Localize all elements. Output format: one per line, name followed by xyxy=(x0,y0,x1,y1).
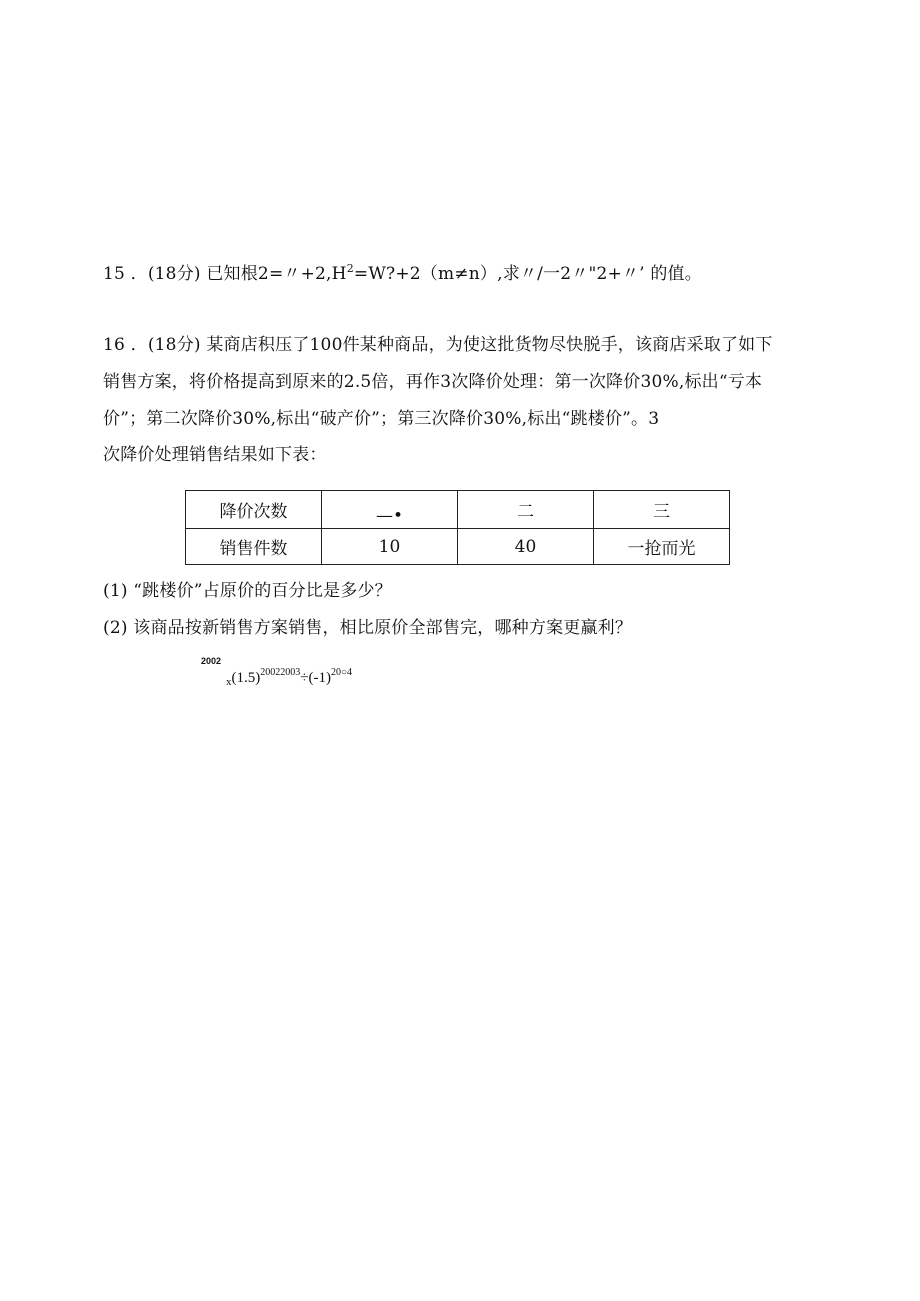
table-cell: 三 xyxy=(594,491,730,529)
table-cell: 销售件数 xyxy=(186,529,322,565)
question-15-text-b: =W?+2（m≠n）,求〃/一2〃"2+〃’ 的值。 xyxy=(353,264,702,284)
table-row xyxy=(186,491,730,529)
formula-top-label: 2002 xyxy=(201,656,222,666)
table-cell: 降价次数 xyxy=(186,491,322,529)
question-16-line-2: 销售方案，将价格提高到原来的2.5倍，再作3次降价处理：第一次降价30%,标出“亏本 xyxy=(103,372,763,392)
question-16-line-4: 次降价处理销售结果如下表： xyxy=(103,445,327,465)
formula-exponent-2: 20○4 xyxy=(330,667,353,678)
question-16-line-1: 16 ．(18分) 某商店积压了100件某种商品，为使这批货物尽快脱手，该商店采取了如下 xyxy=(103,335,773,355)
table-row xyxy=(186,529,730,565)
formula-base: (1.5) xyxy=(231,670,261,686)
sales-table xyxy=(185,490,730,565)
table-cell: 一抢而光 xyxy=(594,529,730,565)
sub-question-2: (2) 该商品按新销售方案销售，相比原价全部售完，哪种方案更赢利？ xyxy=(103,618,633,638)
formula-expression xyxy=(226,664,352,691)
sub-question-1: (1) “跳楼价”占原价的百分比是多少？ xyxy=(103,581,392,601)
table-cell: 二 xyxy=(458,491,594,529)
table-cell: 10 xyxy=(322,529,458,565)
formula-operator: ÷(-1) xyxy=(300,670,331,686)
formula-exponent-1: 20022003 xyxy=(260,667,301,678)
question-15 xyxy=(103,258,702,285)
question-15-superscript: 2 xyxy=(346,262,354,275)
formula-x: x xyxy=(226,676,232,688)
question-16-line-3: 价”；第二次降价30%,标出“破产价”；第三次降价30%,标出“跳楼价”。3 xyxy=(103,409,660,429)
question-15-text-a: 15 ．(18分) 已知根2=〃+2,H xyxy=(103,264,347,284)
table-cell: —• xyxy=(322,491,458,529)
table-cell: 40 xyxy=(458,529,594,565)
